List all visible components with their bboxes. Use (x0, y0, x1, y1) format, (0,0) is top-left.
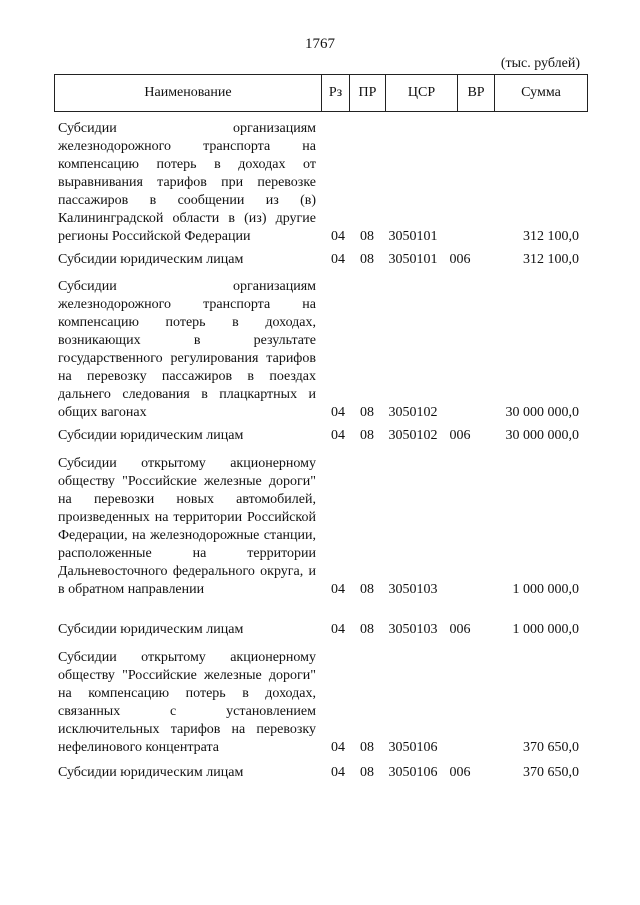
row-name: Субсидии юридическим лицам (58, 428, 244, 443)
table-row (58, 427, 583, 445)
row-csr: 3050106 (388, 765, 438, 780)
row-rz: 04 (331, 229, 345, 244)
header-pr: ПР (350, 75, 386, 111)
row-csr: 3050101 (388, 229, 438, 244)
row-pr: 08 (360, 252, 374, 267)
table-row (58, 621, 583, 639)
row-sum: 312 100,0 (523, 229, 579, 244)
header-sum: Сумма (495, 75, 588, 111)
row-rz: 04 (331, 405, 345, 420)
row-sum: 1 000 000,0 (512, 582, 579, 597)
row-csr: 3050102 (388, 405, 438, 420)
row-sum: 370 650,0 (523, 740, 579, 755)
row-csr: 3050102 (388, 428, 438, 443)
table-row (58, 251, 583, 269)
row-vr: 006 (449, 622, 471, 637)
row-csr: 3050103 (388, 622, 438, 637)
row-sum: 370 650,0 (523, 765, 579, 780)
table-header (54, 74, 588, 112)
table-row (58, 278, 583, 422)
row-pr: 08 (360, 765, 374, 780)
row-pr: 08 (360, 622, 374, 637)
row-rz: 04 (331, 582, 345, 597)
row-name: Субсидии юридическим лицам (58, 252, 244, 267)
row-sum: 1 000 000,0 (512, 622, 579, 637)
row-pr: 08 (360, 428, 374, 443)
row-rz: 04 (331, 740, 345, 755)
row-name: Субсидии юридическим лицам (58, 622, 244, 637)
row-rz: 04 (331, 622, 345, 637)
row-name: Субсидии организациям железнодорожного транспорта на компенсацию потерь в доходах от выравнивания тарифов при перевозке пассажиров в сообщении из (в) Калининградской области в (из) другие регионы Российской Федерации (58, 121, 316, 244)
header-csr: ЦСР (386, 75, 458, 111)
row-pr: 08 (360, 582, 374, 597)
row-vr: 006 (449, 252, 471, 267)
row-rz: 04 (331, 252, 345, 267)
row-sum: 30 000 000,0 (505, 428, 579, 443)
row-pr: 08 (360, 405, 374, 420)
table-row (58, 455, 583, 599)
row-name: Субсидии организациям железнодорожного транспорта на компенсацию потерь в доходах, возникающих в результате государственного регулирования тарифов на перевозку пассажиров в поездах дальнего следования в плацкартных и общих вагонах (58, 279, 316, 420)
row-vr: 006 (449, 428, 471, 443)
table-row (58, 120, 583, 246)
row-csr: 3050106 (388, 740, 438, 755)
table-row (58, 649, 583, 757)
row-pr: 08 (360, 229, 374, 244)
header-name: Наименование (54, 75, 322, 111)
row-name: Субсидии открытому акционерному обществу "Российские железные дороги" на перевозки новых автомобилей, произведенных на территории Российской Федерации, на железнодорожные станции, расположенные на территории Дальневосточного федерального округа, и в обратном направлении (58, 456, 316, 597)
header-rz: Рз (322, 75, 350, 111)
row-sum: 312 100,0 (523, 252, 579, 267)
row-name: Субсидии юридическим лицам (58, 765, 244, 780)
row-vr: 006 (449, 765, 471, 780)
table-row (58, 764, 583, 782)
row-pr: 08 (360, 740, 374, 755)
row-csr: 3050103 (388, 582, 438, 597)
header-vr: ВР (458, 75, 495, 111)
row-sum: 30 000 000,0 (505, 405, 579, 420)
page-number: 1767 (305, 36, 335, 52)
row-name: Субсидии открытому акционерному обществу "Российские железные дороги" на компенсацию потерь в доходах, связанных с установлением исключительных тарифов на перевозку нефелинового концентрата (58, 650, 316, 755)
row-csr: 3050101 (388, 252, 438, 267)
row-rz: 04 (331, 765, 345, 780)
units-label: (тыс. рублей) (500, 56, 580, 71)
row-rz: 04 (331, 428, 345, 443)
